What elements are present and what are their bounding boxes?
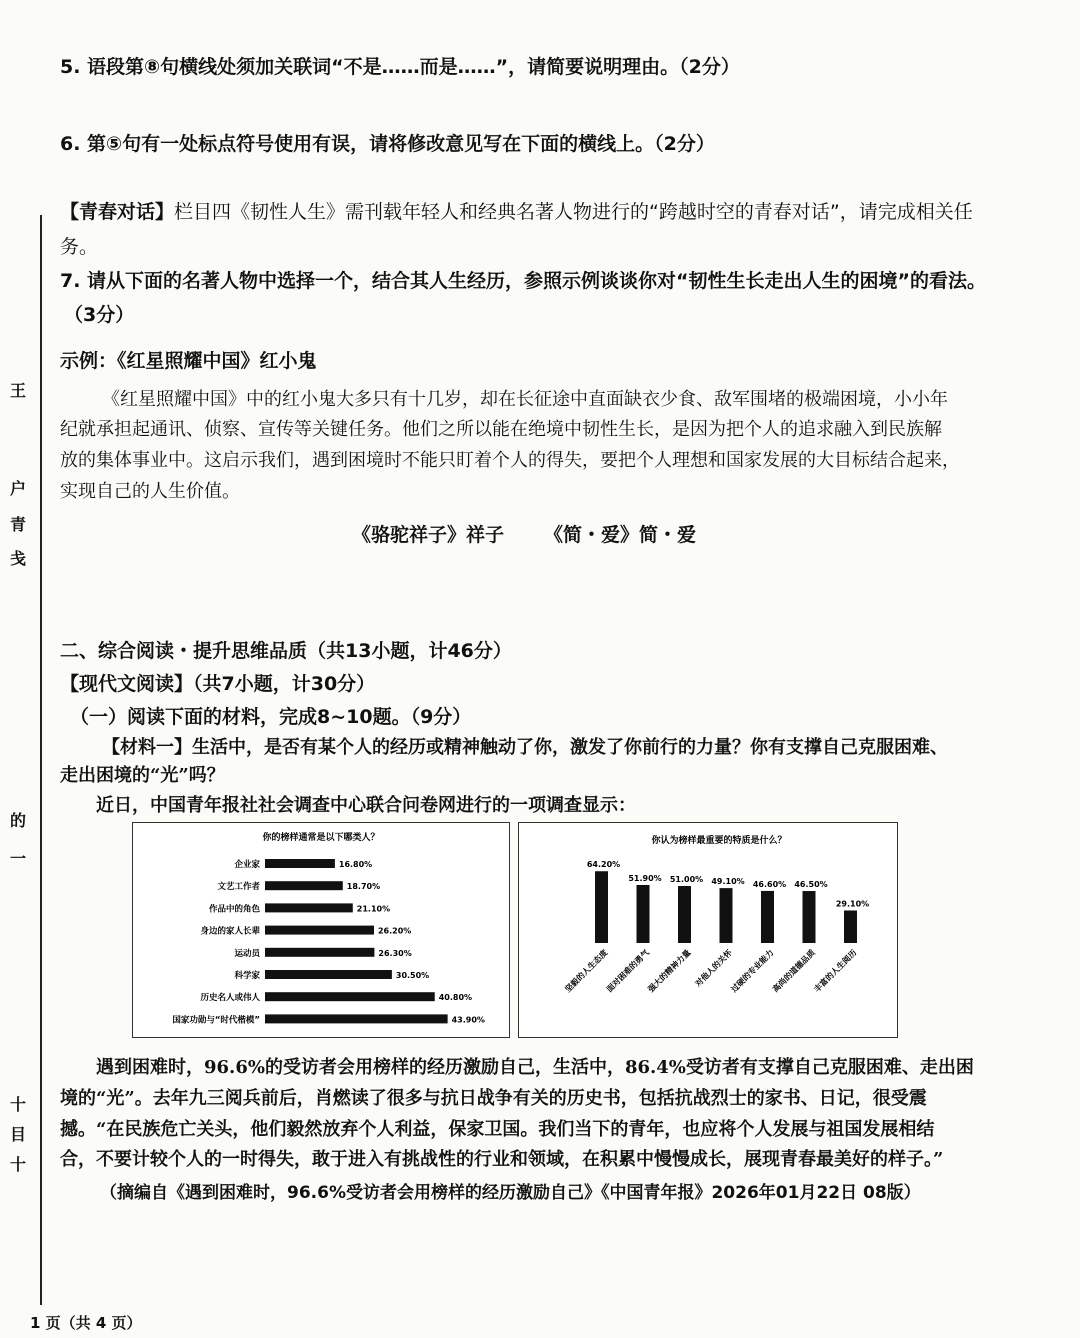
- bar-value-label: 49.10%: [711, 877, 745, 887]
- margin-char: 青: [10, 515, 27, 534]
- bar: [761, 891, 774, 943]
- bar-value-label: 16.80%: [338, 860, 373, 869]
- bar-category-label: 企业家: [234, 860, 260, 870]
- example-line: 《红星照耀中国》中的红小鬼大多只有十几岁，却在长征途中直面缺衣少食、敌军围堵的极端困境，小小年: [102, 389, 948, 410]
- example-line: 放的集体事业中。这启示我们，遇到困境时不能只盯着个人的得失，要把个人理想和国家发展的大目标结合起来，: [60, 450, 960, 471]
- bar-value-label: 30.50%: [395, 971, 430, 980]
- bar: [265, 926, 374, 935]
- bar-value-label: 40.80%: [438, 993, 473, 1003]
- bar-value-label: 46.60%: [752, 879, 787, 889]
- chart-role-model-traits: [518, 822, 898, 1038]
- bar: [265, 970, 392, 979]
- bar-value-label: 64.20%: [586, 860, 621, 870]
- bar: [265, 1014, 448, 1023]
- bar: [637, 885, 650, 943]
- section-title: 二、综合阅读・提升思维品质（共13小题，计46分）: [60, 640, 512, 662]
- bar: [720, 888, 733, 943]
- bar-category-label: 对他人的关怀: [693, 948, 734, 989]
- bar-category-label: 坚毅的人生态度: [563, 948, 610, 995]
- bar-value-label: 29.10%: [835, 899, 870, 909]
- margin-char: 目: [10, 1125, 27, 1144]
- body-line: 遇到困难时，96.6%的受访者会用榜样的经历激励自己，生活中，86.4%受访者有支撑自己克服困难、走出困: [96, 1057, 974, 1078]
- bar-value-label: 43.90%: [451, 1015, 485, 1025]
- material-line: [102, 735, 948, 761]
- margin-char: 王: [10, 381, 27, 400]
- margin-char: 户: [10, 479, 27, 498]
- bar: [265, 881, 343, 890]
- page-number: 1 页（共 4 页）: [30, 1314, 142, 1332]
- dialogue-header: [60, 199, 973, 225]
- dialogue-header-text: 栏目四《韧性人生》需刊载年轻人和经典名著人物进行的“跨越时空的青春对话”，请完成相关任: [174, 201, 973, 223]
- question-7-points: （3分）: [64, 304, 135, 326]
- bar-category-label: 过硬的专业能力: [729, 948, 776, 995]
- choice-camel-xiangzi: 《骆驼祥子》祥子: [352, 524, 505, 546]
- margin-char: 十: [10, 1155, 27, 1174]
- dialogue-label: 【青春对话】: [60, 201, 175, 223]
- bar-category-label: 文艺工作者: [217, 882, 260, 893]
- dialogue-header-cont: 务。: [60, 236, 99, 258]
- body-line: 合，不要计较个人的一时得失，敢于进入有挑战性的行业和领域，在积累中慢慢成长，展现青春最美好的样子。”: [60, 1149, 944, 1170]
- bar: [803, 891, 816, 943]
- bar-value-label: 26.20%: [377, 926, 412, 936]
- bar: [678, 886, 691, 943]
- bar-category-label: 身边的家人长辈: [200, 926, 260, 937]
- bar: [265, 948, 374, 957]
- bar-value-label: 51.90%: [628, 873, 662, 883]
- chart-title: 你认为榜样最重要的特质是什么？: [651, 836, 787, 846]
- body-line: 撼。“在民族危亡关头，他们毅然放弃个人利益，保家卫国。我们当下的青年，也应将个人发展与祖国发展相结: [60, 1119, 935, 1140]
- example-line: 纪就承担起通讯、侦察、宣传等关键任务。他们之所以能在绝境中韧性生长，是因为把个人的追求融入到民族解: [60, 419, 942, 440]
- bar-category-label: 历史名人或伟人: [200, 993, 260, 1004]
- example-title: 示例：《红星照耀中国》红小鬼: [60, 350, 317, 372]
- material-label: 【材料一】: [102, 737, 192, 758]
- bar-value-label: 51.00%: [669, 874, 704, 884]
- bar-category-label: 强大的精神力量: [646, 948, 693, 995]
- bar-category-label: 面对困难的勇气: [604, 948, 651, 995]
- material-text: 生活中，是否有某个人的经历或精神触动了你，激发了你前行的力量？你有支撑自己克服困难、: [192, 737, 948, 758]
- body-line: 境的“光”。去年九三阅兵前后，肖燃读了很多与抗日战争有关的历史书，包括抗战烈士的家书、日记，很受震: [60, 1088, 927, 1109]
- bar-category-label: 丰富的人生阅历: [812, 948, 859, 995]
- bar: [595, 871, 608, 943]
- part-heading: （一）阅读下面的材料，完成8~10题。（9分）: [70, 706, 472, 728]
- binding-line: [40, 215, 42, 1305]
- margin-char: 戋: [10, 549, 27, 568]
- bar: [265, 859, 335, 868]
- question-7: 7. 请从下面的名著人物中选择一个，结合其人生经历，参照示例谈谈你对“韧性生长走出人生的困境”的看法。: [60, 270, 987, 292]
- bar-value-label: 18.70%: [346, 882, 381, 892]
- bar-category-label: 高尚的道德品质: [770, 948, 817, 995]
- bar: [844, 910, 857, 943]
- bar-category-label: 科学家: [234, 971, 260, 981]
- example-line: 实现自己的人生价值。: [60, 481, 240, 502]
- section-subtitle: 【现代文阅读】（共7小题，计30分）: [60, 673, 376, 695]
- bar-value-label: 21.10%: [356, 904, 391, 914]
- chart-role-model-types: [132, 822, 510, 1038]
- margin-char: 十: [10, 1095, 27, 1114]
- bar-value-label: 26.30%: [378, 948, 412, 958]
- choice-jane-eyre: 《简・爱》简・爱: [544, 524, 697, 546]
- bar-value-label: 46.50%: [794, 880, 828, 890]
- material-line: 走出困境的“光”吗？: [60, 765, 225, 786]
- bar-category-label: 运动员: [234, 948, 260, 959]
- survey-intro: 近日，中国青年报社社会调查中心联合问卷网进行的一项调查显示：: [96, 795, 636, 816]
- source-citation: （摘编自《遇到困难时，96.6%受访者会用榜样的经历激励自己》《中国青年报》2026年01月22日 08版）: [100, 1183, 921, 1203]
- bar: [265, 992, 435, 1001]
- chart-title: 你的榜样通常是以下哪类人？: [262, 833, 380, 843]
- margin-char: 一: [10, 849, 27, 868]
- bar-category-label: 作品中的角色: [208, 904, 260, 915]
- question-6: 6. 第⑤句有一处标点符号使用有误，请将修改意见写在下面的横线上。（2分）: [60, 133, 715, 155]
- question-5: 5. 语段第⑧句横线处须加关联词“不是……而是……”，请简要说明理由。（2分）: [60, 56, 740, 78]
- bar-category-label: 国家功勋与“时代楷模”: [172, 1015, 260, 1026]
- margin-char: 的: [10, 811, 27, 830]
- bar: [265, 903, 353, 912]
